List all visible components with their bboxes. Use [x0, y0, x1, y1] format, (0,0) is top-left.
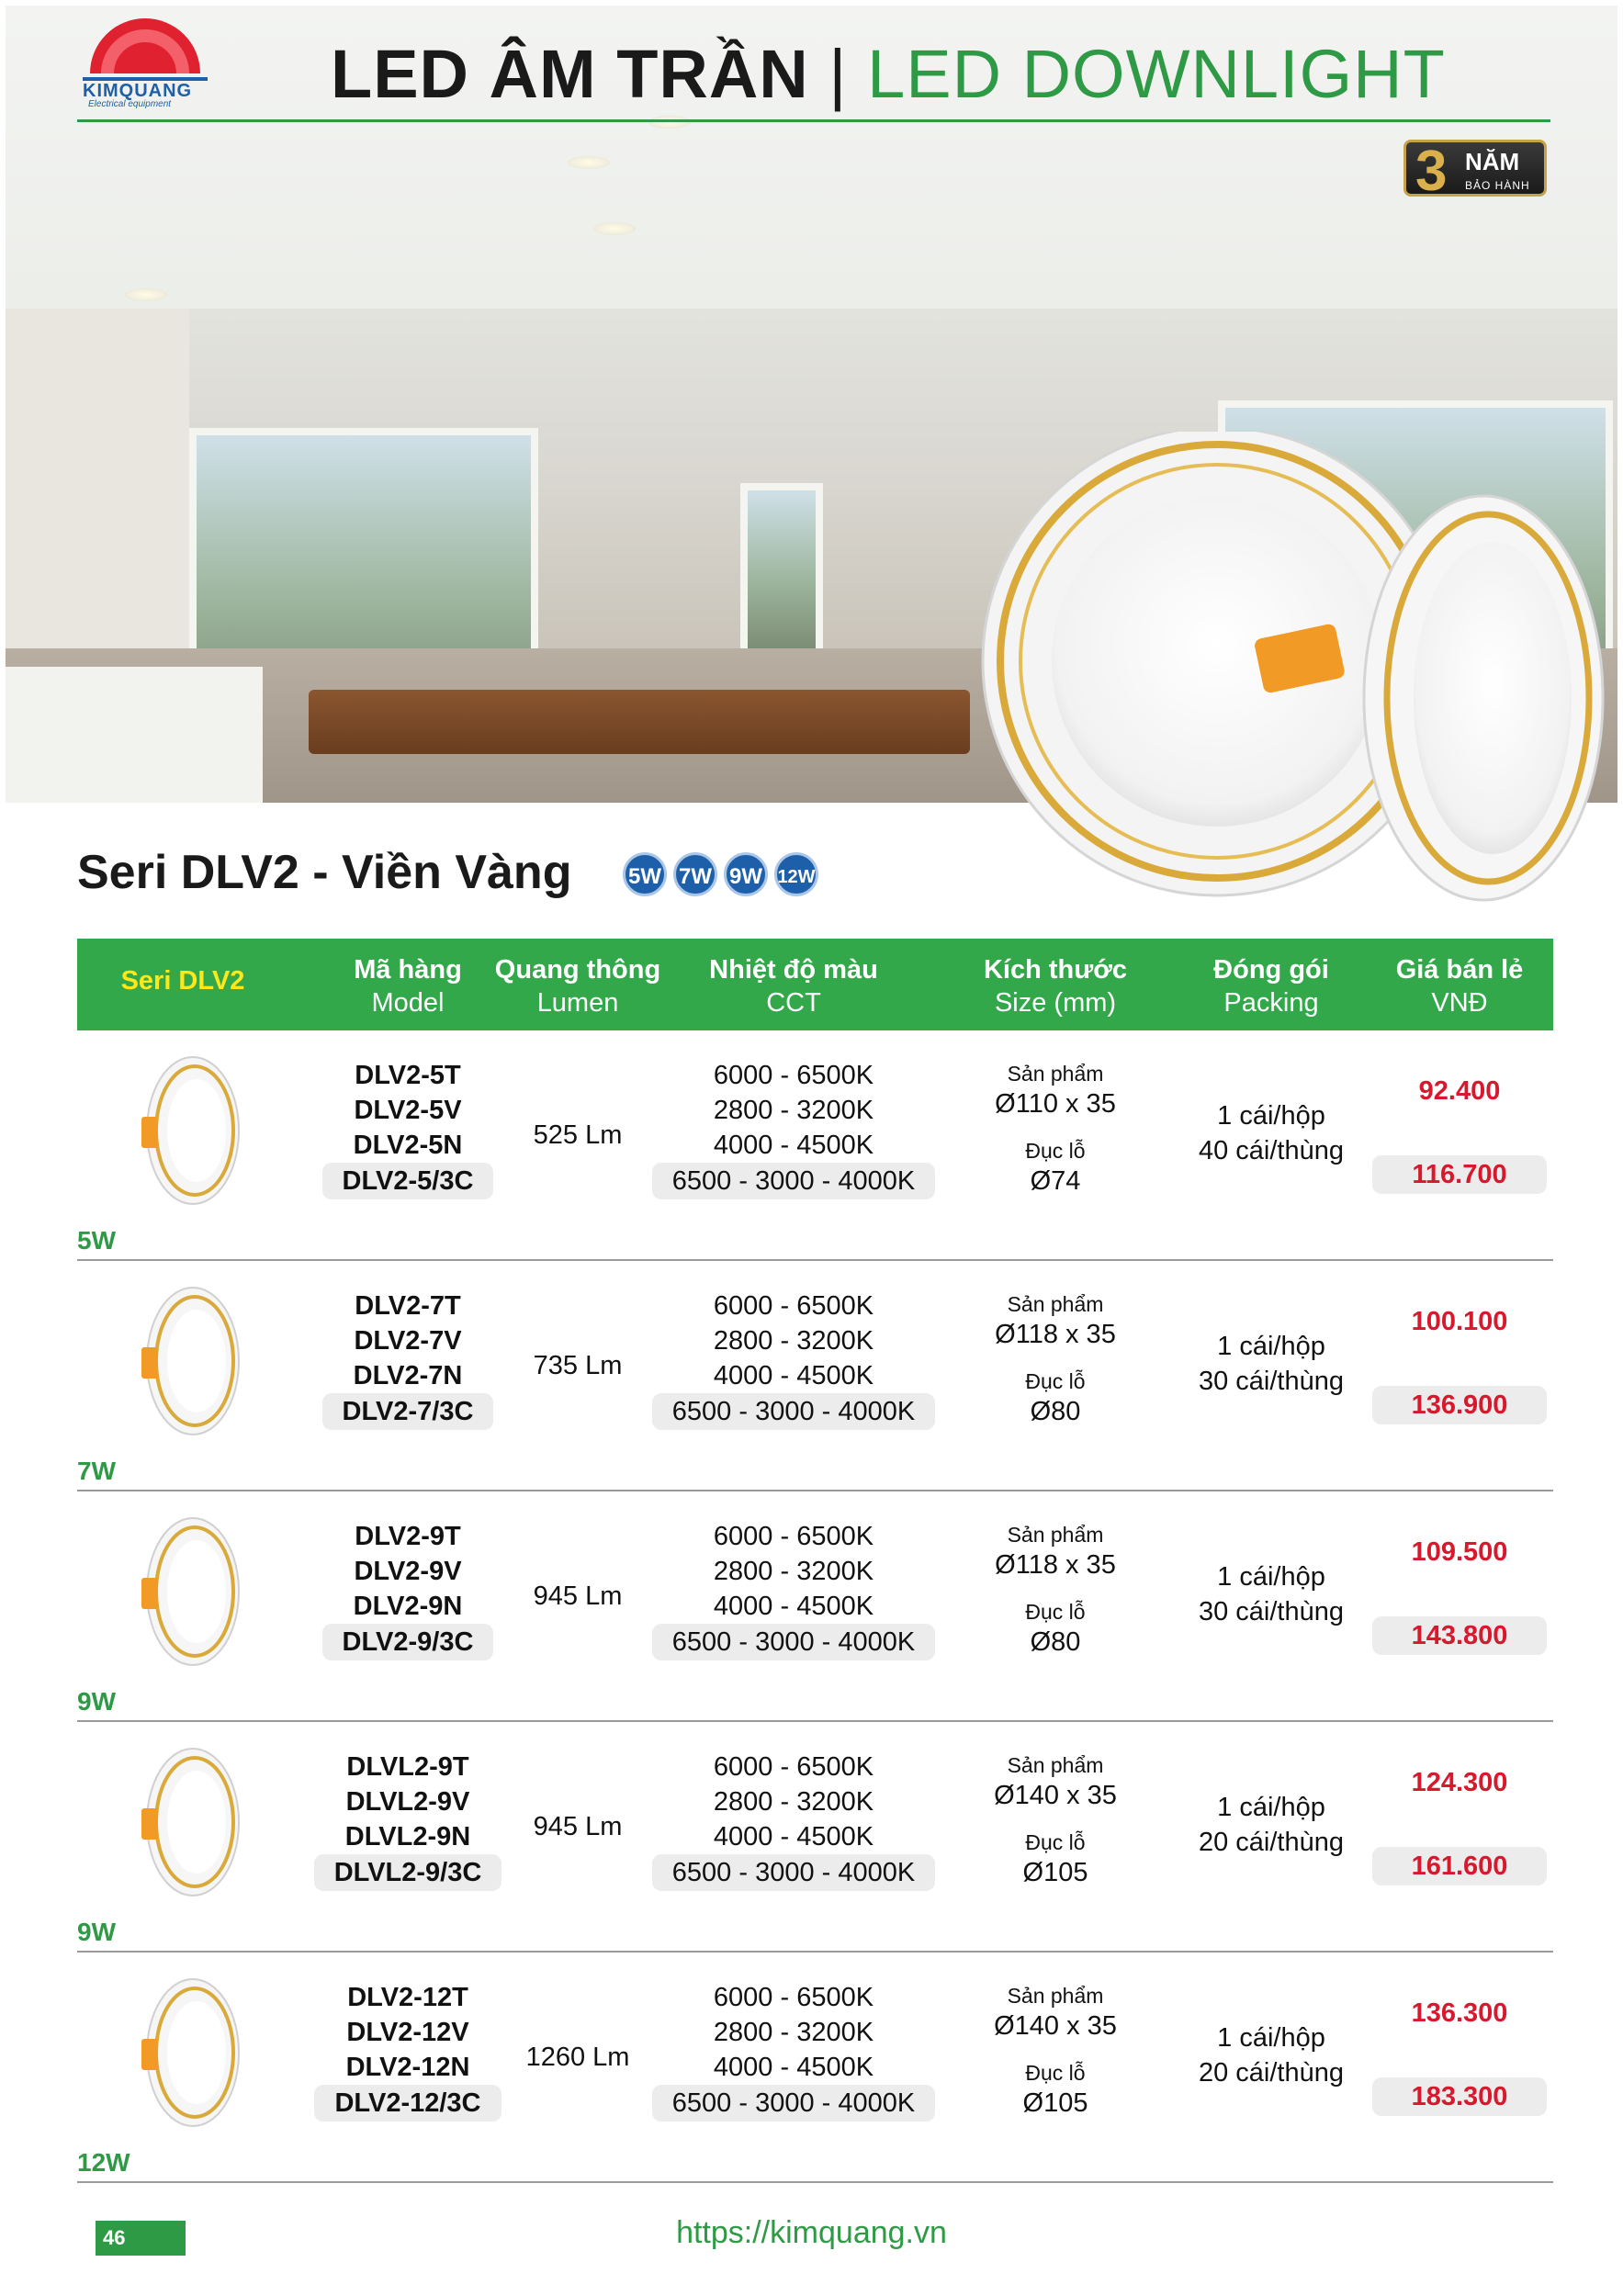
size-label: Sản phẩm	[1007, 1292, 1104, 1316]
lumen-value: 945 Lm	[533, 1581, 623, 1611]
model-code: DLVL2-9N	[344, 1822, 471, 1851]
price-3c: 116.700	[1372, 1155, 1547, 1194]
model-code: DLVL2-9V	[345, 1787, 470, 1817]
size-cell	[959, 1750, 1152, 1887]
size-label: Sản phẩm	[1007, 1523, 1104, 1547]
cct-list	[647, 1289, 941, 1430]
model-code: DLV2-5T	[355, 1061, 461, 1090]
size-value: Ø118 x 35	[995, 1550, 1116, 1580]
cct-value: 4000 - 4500K	[713, 2053, 874, 2082]
packing-cell	[1133, 1790, 1409, 1860]
hole-label: Đục lỗ	[1025, 1369, 1086, 1393]
header-size-en: Size (mm)	[994, 988, 1117, 1018]
price-single: 136.300	[1411, 1998, 1508, 2028]
power-label: 12W	[77, 2148, 130, 2177]
header-cct-vi: Nhiệt độ màu	[709, 955, 878, 985]
model-code: DLV2-12N	[345, 2053, 470, 2082]
packing-box: 1 cái/hộp	[1217, 2023, 1325, 2053]
brand-name: KIMQUANG	[83, 81, 193, 101]
header-model-vi: Mã hàng	[354, 955, 462, 985]
cct-list	[647, 1519, 941, 1660]
packing-cell	[1133, 1329, 1409, 1399]
window	[740, 483, 823, 658]
cct-list	[647, 1750, 941, 1891]
packing-carton: 20 cái/thùng	[1198, 2058, 1344, 2088]
price-3c: 136.900	[1372, 1386, 1547, 1424]
header-packing-vi: Đóng gói	[1213, 955, 1329, 985]
cct-value-3c: 6500 - 3000 - 4000K	[652, 1624, 935, 1660]
packing-carton: 40 cái/thùng	[1198, 1136, 1344, 1165]
page-title	[331, 35, 1446, 113]
header-cct	[647, 953, 941, 1019]
cct-value-3c: 6500 - 3000 - 4000K	[652, 1854, 935, 1891]
header-packing	[1133, 953, 1409, 1019]
cct-list	[647, 1980, 941, 2122]
model-code: DLV2-5V	[354, 1096, 462, 1125]
product-thumbnail-icon	[132, 1514, 242, 1670]
series-title: Seri DLV2 - Viền Vàng	[77, 846, 572, 899]
cct-list	[647, 1058, 941, 1199]
table-row	[77, 1953, 1553, 2183]
price-single: 124.300	[1411, 1768, 1508, 1797]
power-label: 9W	[77, 1918, 116, 1946]
price-single: 109.500	[1411, 1537, 1508, 1567]
cct-value: 2800 - 3200K	[713, 1096, 874, 1125]
model-code-3c: DLV2-7/3C	[322, 1393, 494, 1430]
watt-badge: 7W	[673, 852, 717, 896]
table-row	[77, 1261, 1553, 1491]
cct-value-3c: 6500 - 3000 - 4000K	[652, 1163, 935, 1199]
model-code: DLV2-7T	[355, 1291, 461, 1321]
cct-value: 4000 - 4500K	[713, 1822, 874, 1851]
cct-value: 6000 - 6500K	[713, 1983, 874, 2012]
ceiling-downlight	[593, 222, 636, 235]
website-link[interactable]: https://kimquang.vn	[676, 2215, 947, 2250]
cct-value: 6000 - 6500K	[713, 1752, 874, 1782]
cct-value: 6000 - 6500K	[713, 1291, 874, 1321]
cct-value: 2800 - 3200K	[713, 1787, 874, 1817]
title-separator: |	[828, 36, 848, 112]
header-lumen-vi: Quang thông	[494, 955, 661, 985]
size-label: Sản phẩm	[1007, 1753, 1104, 1777]
cct-value: 2800 - 3200K	[713, 1557, 874, 1586]
size-value: Ø140 x 35	[994, 2011, 1117, 2041]
hole-label: Đục lỗ	[1025, 1600, 1086, 1624]
size-label: Sản phẩm	[1007, 1062, 1104, 1086]
cct-value: 6000 - 6500K	[713, 1061, 874, 1090]
size-cell	[959, 1519, 1152, 1657]
product-thumbnail-icon	[132, 1744, 242, 1900]
hole-value: Ø105	[1022, 1858, 1088, 1887]
ceiling-downlight	[568, 156, 610, 169]
header-packing-en: Packing	[1223, 988, 1319, 1018]
title-english: LED DOWNLIGHT	[867, 36, 1446, 112]
warranty-years: 3	[1415, 140, 1448, 203]
wall	[6, 309, 189, 694]
packing-carton: 20 cái/thùng	[1198, 1828, 1344, 1857]
product-thumbnail-icon	[132, 1975, 242, 2131]
warranty-label: BẢO HÀNH	[1465, 179, 1530, 192]
title-vietnamese: LED ÂM TRẦN	[331, 36, 809, 112]
hole-label: Đục lỗ	[1025, 2061, 1086, 2085]
size-value: Ø140 x 35	[994, 1781, 1117, 1810]
hole-label: Đục lỗ	[1025, 1139, 1086, 1163]
size-label: Sản phẩm	[1007, 1984, 1104, 2008]
header-series: Seri DLV2	[120, 966, 245, 996]
header-divider	[77, 119, 1550, 122]
price-3c: 183.300	[1372, 2077, 1547, 2116]
watt-badge: 9W	[724, 852, 768, 896]
cct-value-3c: 6500 - 3000 - 4000K	[652, 2085, 935, 2122]
product-thumbnail-icon	[132, 1052, 242, 1209]
lumen-value: 1260 Lm	[525, 2043, 630, 2072]
price-3c: 161.600	[1372, 1847, 1547, 1885]
model-code: DLV2-12T	[347, 1983, 468, 2012]
ceiling-downlight	[648, 116, 691, 129]
product-thumbnail-icon	[132, 1283, 242, 1439]
warranty-unit: NĂM	[1465, 148, 1520, 175]
header-size	[959, 953, 1152, 1019]
packing-cell	[1133, 1098, 1409, 1168]
power-label: 7W	[77, 1457, 116, 1485]
model-code: DLV2-12V	[346, 2018, 469, 2047]
warranty-badge	[1403, 140, 1547, 203]
lumen-value: 525 Lm	[533, 1120, 623, 1150]
header-model-en: Model	[371, 988, 445, 1018]
packing-carton: 30 cái/thùng	[1198, 1597, 1344, 1626]
price-3c: 143.800	[1372, 1616, 1547, 1655]
cct-value: 2800 - 3200K	[713, 1326, 874, 1356]
dining-table	[309, 690, 970, 754]
model-code: DLV2-9N	[353, 1592, 463, 1621]
table-row	[77, 1491, 1553, 1722]
watt-badge: 5W	[623, 852, 667, 896]
model-code: DLV2-7V	[354, 1326, 462, 1356]
size-value: Ø118 x 35	[995, 1320, 1116, 1349]
cct-value: 6000 - 6500K	[713, 1522, 874, 1551]
model-code-3c: DLVL2-9/3C	[314, 1854, 502, 1891]
cct-value-3c: 6500 - 3000 - 4000K	[652, 1393, 935, 1430]
packing-cell	[1133, 1559, 1409, 1629]
kitchen-counter	[6, 667, 263, 803]
ceiling-downlight	[125, 288, 167, 301]
model-code-3c: DLV2-12/3C	[314, 2085, 501, 2122]
header-price-en: VNĐ	[1431, 988, 1488, 1018]
header-size-vi: Kích thước	[983, 955, 1128, 985]
packing-box: 1 cái/hộp	[1217, 1562, 1325, 1592]
packing-box: 1 cái/hộp	[1217, 1332, 1325, 1361]
page-number: 46	[96, 2221, 186, 2256]
size-cell	[959, 1980, 1152, 2118]
price-single: 92.400	[1418, 1076, 1501, 1106]
model-code: DLVL2-9T	[346, 1752, 469, 1782]
price-single: 100.100	[1411, 1307, 1508, 1336]
hole-label: Đục lỗ	[1025, 1830, 1086, 1854]
header-lumen	[481, 953, 674, 1019]
hole-value: Ø80	[1030, 1627, 1081, 1657]
packing-carton: 30 cái/thùng	[1198, 1367, 1344, 1396]
model-code: DLV2-7N	[353, 1361, 463, 1390]
lumen-value: 945 Lm	[533, 1812, 623, 1841]
model-code-3c: DLV2-9/3C	[322, 1624, 494, 1660]
model-code-3c: DLV2-5/3C	[322, 1163, 494, 1199]
packing-box: 1 cái/hộp	[1217, 1101, 1325, 1131]
hole-value: Ø74	[1030, 1166, 1081, 1196]
cct-value: 4000 - 4500K	[713, 1131, 874, 1160]
power-label: 9W	[77, 1687, 116, 1716]
hole-value: Ø105	[1022, 2088, 1088, 2118]
watt-badge: 12W	[774, 852, 818, 896]
packing-cell	[1133, 2020, 1409, 2090]
header-price-vi: Giá bán lẻ	[1395, 955, 1524, 985]
brand-subtitle: Electrical equipment	[88, 99, 172, 109]
size-cell	[959, 1289, 1152, 1426]
power-label: 5W	[77, 1226, 116, 1255]
table-header	[77, 939, 1553, 1030]
model-code: DLV2-9V	[354, 1557, 462, 1586]
size-cell	[959, 1058, 1152, 1196]
downlight-product-icon	[974, 432, 1617, 946]
row-divider	[77, 2181, 1553, 2183]
model-code: DLV2-5N	[353, 1131, 463, 1160]
header-cct-en: CCT	[766, 988, 821, 1018]
cct-value: 4000 - 4500K	[713, 1592, 874, 1621]
lumen-value: 735 Lm	[533, 1351, 623, 1380]
size-value: Ø110 x 35	[995, 1089, 1116, 1119]
table-row	[77, 1030, 1553, 1261]
header-lumen-en: Lumen	[536, 988, 619, 1018]
packing-box: 1 cái/hộp	[1217, 1793, 1325, 1822]
cct-value: 2800 - 3200K	[713, 2018, 874, 2047]
hole-value: Ø80	[1030, 1397, 1081, 1426]
model-code: DLV2-9T	[355, 1522, 461, 1551]
cct-value: 4000 - 4500K	[713, 1361, 874, 1390]
table-row	[77, 1722, 1553, 1953]
header-price	[1372, 953, 1547, 1019]
